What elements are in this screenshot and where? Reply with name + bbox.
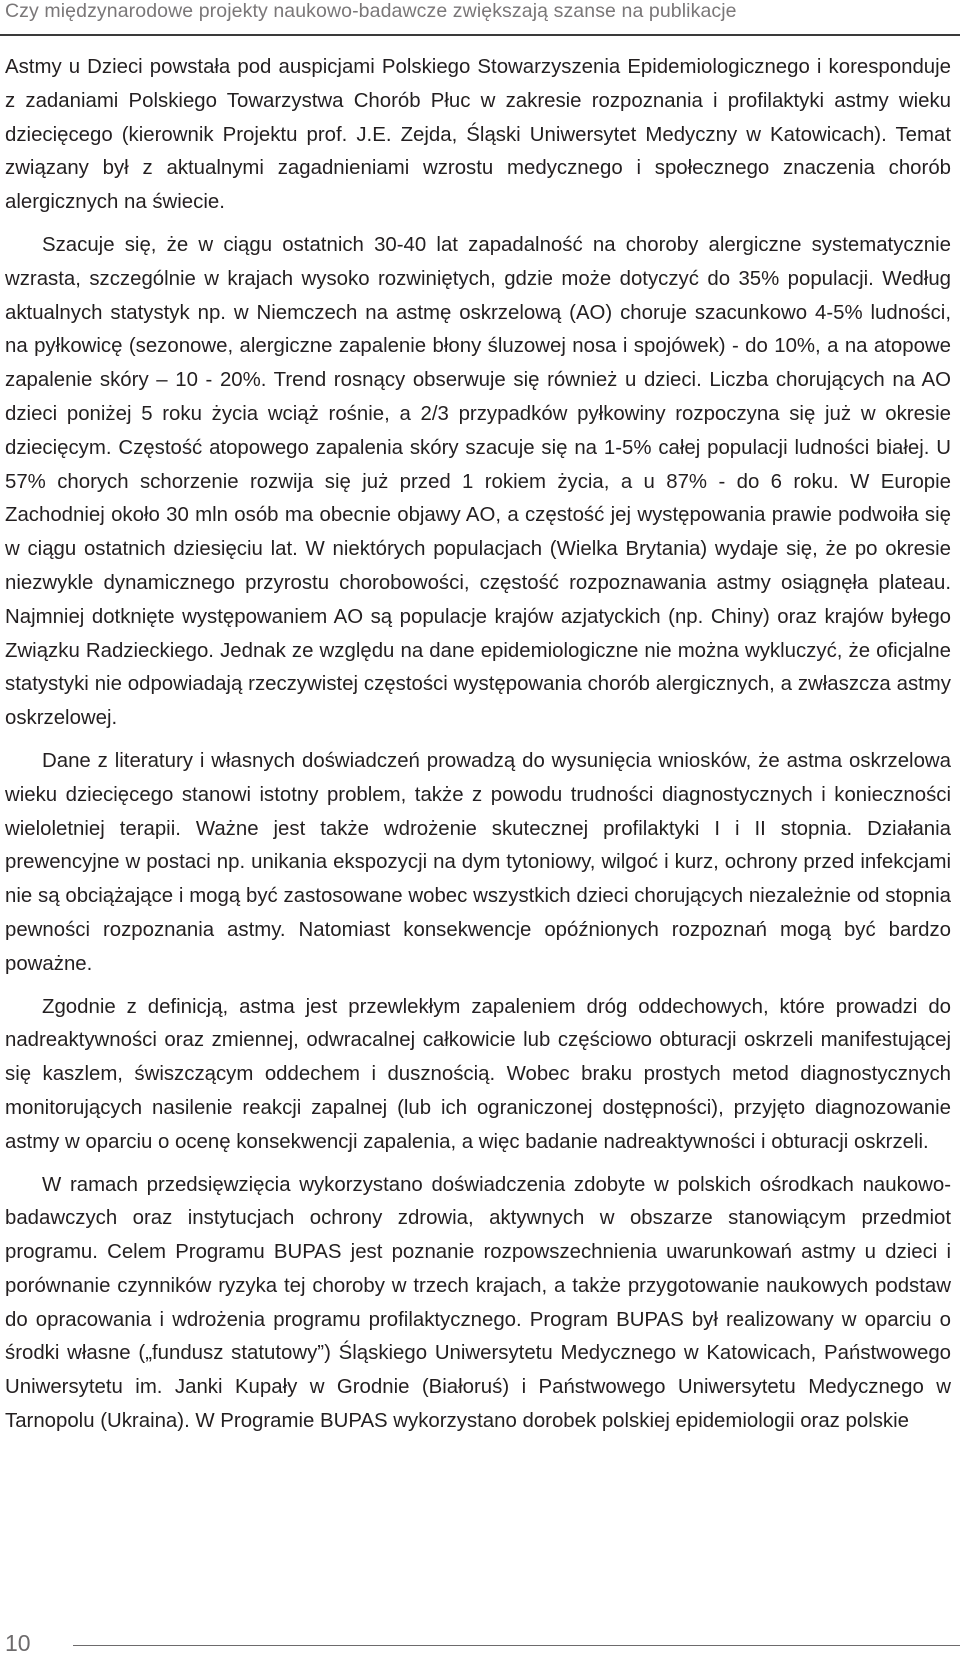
running-header-title: Czy międzynarodowe projekty naukowo-badawcze zwiększają szanse na publikacje [5, 0, 737, 22]
page-number: 10 [5, 1630, 31, 1656]
article-body [5, 51, 951, 1448]
paragraph-5: W ramach przedsięwzięcia wykorzystano doświadczenia zdobyte w polskich ośrodkach naukowo-badawczych oraz instytucjach ochrony zdrowia, aktywnych w obszarze stanowiącym przedmiot programu. Celem Programu BUPAS jest poznanie rozpowszechnienia uwarunkowań astmy u dzieci i porównanie czynników ryzyka tej choroby w trzech krajach, a także przygotowanie naukowych podstaw do opracowania i wdrożenia programu profilaktycznego. Program BUPAS był realizowany w oparciu o środki własne („fundusz statutowy”) Śląskiego Uniwersytetu Medycznego w Katowicach, Państwowego Uniwersytetu im. Janki Kupały w Grodnie (Białoruś) i Państwowego Uniwersytetu Medycznego w Tarnopolu (Ukraina). W Programie BUPAS wykorzystano dorobek polskiej epidemiologii oraz polskie [5, 1173, 951, 1433]
paragraph-1: Astmy u Dzieci powstała pod auspicjami Polskiego Stowarzyszenia Epidemiologicznego i koresponduje z zadaniami Polskiego Towarzystwa Chorób Płuc w zakresie rozpoznania i profilaktyki astmy wieku dziecięcego (kierownik Projektu prof. J.E. Zejda, Śląski Uniwersytet Medyczny w Katowicach). Temat związany był z aktualnymi zagadnieniami wzrostu medycznego i społecznego znaczenia chorób alergicznych na świecie. [5, 56, 951, 214]
header-divider [0, 34, 960, 36]
footer-divider [73, 1645, 960, 1646]
paragraph-3: Dane z literatury i własnych doświadczeń prowadzą do wysunięcia wniosków, że astma oskrzelowa wieku dziecięcego stanowi istotny problem, także z powodu trudności diagnostycznych i konieczności wieloletniej terapii. Ważne jest także wdrożenie skutecznej profilaktyki I i II stopnia. Działania prewencyjne w postaci np. unikania ekspozycji na dym tytoniowy, wilgoć i kurz, ochrony przed infekcjami nie są obciążające i mogą być zastosowane wobec wszystkich dzieci chorujących niezależnie od stopnia pewności rozpoznania astmy. Natomiast konsekwencje opóźnionych rozpoznań mogą być bardzo poważne. [5, 749, 951, 975]
paragraph-4: Zgodnie z definicją, astma jest przewlekłym zapaleniem dróg oddechowych, które prowadzi do nadreaktywności oraz zmiennej, odwracalnej całkowicie lub częściowo obturacji oskrzeli manifestującej się kaszlem, świszczącym oddechem i dusznością. Wobec braku prostych metod diagnostycznych monitorujących nasilenie reakcji zapalnej (lub ich ograniczonej dostępności), przyjęto diagnozowanie astmy w oparciu o ocenę konsekwencji zapalenia, a więc badanie nadreaktywności i obturacji oskrzeli. [5, 995, 951, 1153]
paragraph-2: Szacuje się, że w ciągu ostatnich 30-40 lat zapadalność na choroby alergiczne systematycznie wzrasta, szczególnie w krajach wysoko rozwiniętych, gdzie może dotyczyć do 35% populacji. Według aktualnych statystyk np. w Niemczech na astmę oskrzelową (AO) choruje szacunkowo 4-5% ludności, na pyłkowicę (sezonowe, alergiczne zapalenie błony śluzowej nosa i spojówek) - do 10%, a na atopowe zapalenie skóry – 10 - 20%. Trend rosnący obserwuje się również u dzieci. Liczba chorujących na AO dzieci poniżej 5 roku życia wciąż rośnie, a 2/3 przypadków pyłkowiny rozpoczyna się już w okresie dziecięcym. Częstość atopowego zapalenia skóry szacuje się na 1-5% całej populacji ludności białej. U 57% chorych schorzenie rozwija się już przed 1 rokiem życia, a u 87% - do 6 roku. W Europie Zachodniej około 30 mln osób ma obecnie objawy AO, a częstość jej występowania prawie podwoiła się w ciągu ostatnich dziesięciu lat. W niektórych populacjach (Wielka Brytania) wydaje się, że po okresie niezwykle dynamicznego przyrostu chorobowości, częstość rozpoznawania astmy osiągnęła plateau. Najmniej dotknięte występowaniem AO są populacje krajów azjatyckich (np. Chiny) oraz krajów byłego Związku Radzieckiego. Jednak ze względu na dane epidemiologiczne nie można wykluczyć, że oficjalne statystyki nie odpowiadają rzeczywistej częstości występowania chorób alergicznych, a zwłaszcza astmy oskrzelowej. [5, 233, 951, 730]
